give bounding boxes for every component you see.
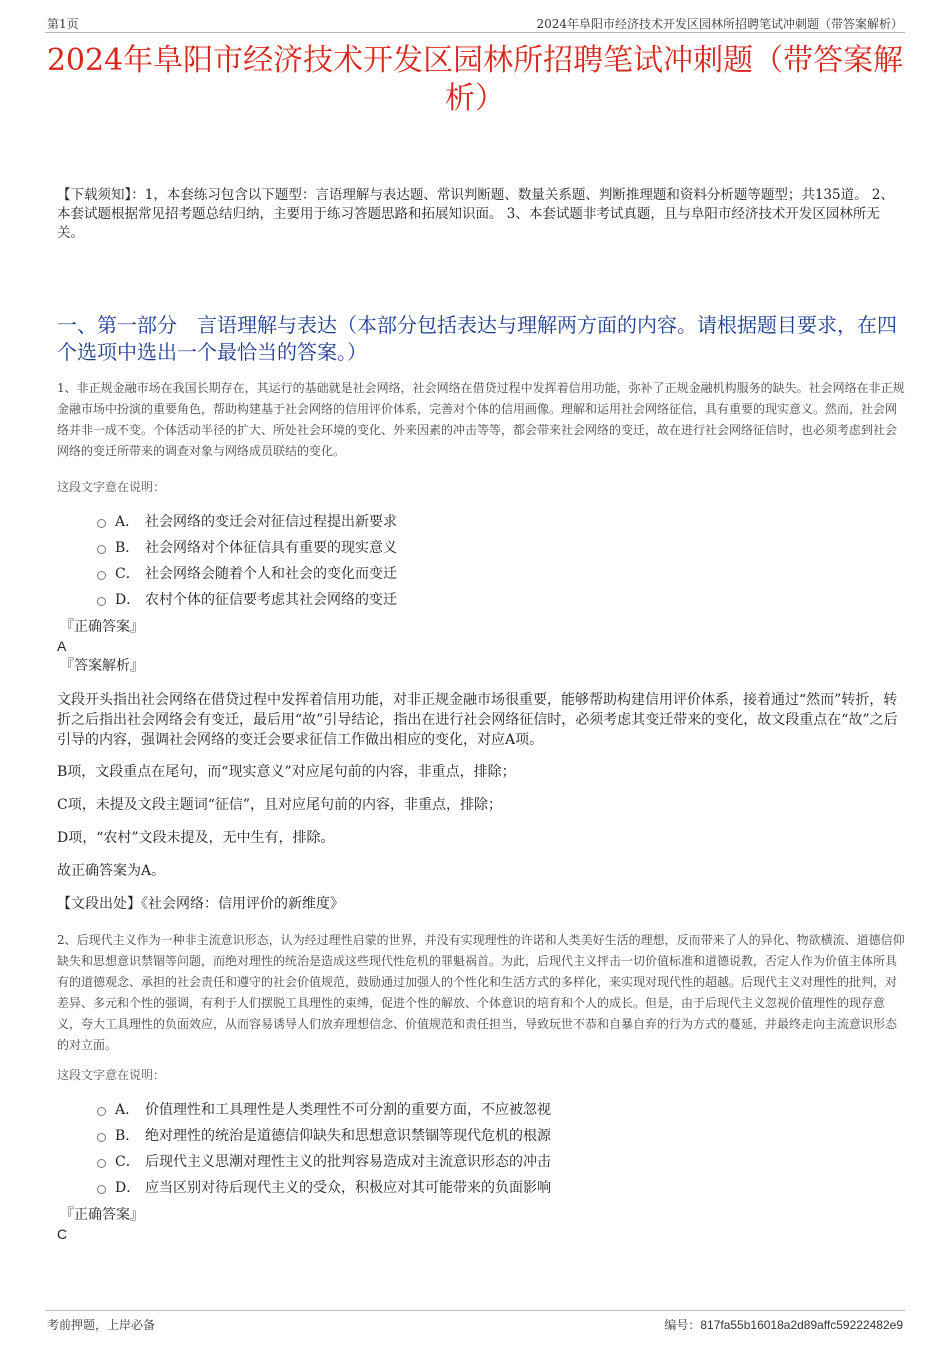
- page-footer: [45, 1310, 905, 1335]
- radio-button[interactable]: [97, 1159, 106, 1168]
- option-a[interactable]: [95, 1097, 695, 1123]
- question-1-options: [95, 509, 695, 613]
- question-2-prompt: 这段文字意在说明：: [57, 1068, 166, 1082]
- question-2-options: [95, 1097, 695, 1201]
- page-header: [45, 12, 905, 33]
- question-1-prompt: 这段文字意在说明：: [57, 480, 166, 494]
- page-number: 第1页: [47, 17, 79, 31]
- code-value: 817fa55b16018a2d89affc59222482e9: [700, 1318, 903, 1332]
- radio-button[interactable]: [97, 571, 106, 580]
- option-letter: B．: [115, 1128, 140, 1144]
- radio-button[interactable]: [97, 1107, 106, 1116]
- option-letter: C．: [115, 1154, 140, 1170]
- correct-answer-label: 『正确答案』: [60, 1207, 144, 1223]
- question-2-stem: 2、后现代主义作为一种非主流意识形态，认为经过理性启蒙的世界，并没有实现理性的许诺和人类美好生活的理想，反而带来了人的异化、物欲横流、道德信仰缺失和思想意识禁锢等问题，而绝对理性的统治是造成这些现代性危机的罪魁祸首。为此，后现代主义抨击一切价值标准和道德说教，否定人作为价值主体所具有的道德观念、承担的社会责任和遵守的社会价值规范，鼓励通过加强人的个性化和生活方式的多样化，来实现对现代性的超越。后现代主义对理性的批判，对差异、多元和个性的强调，有利于人们摆脱工具理性的束缚，促进个性的解放、个体意识的培育和个人的成长。但是，由于后现代主义忽视价值理性的现存意义，夸大工具理性的负面效应，从而容易诱导人们放弃理想信念、价值规范和责任担当，导致玩世不恭和自暴自弃的行为方式的蔓延，并最终走向主流意识形态的对立面。: [57, 933, 905, 1052]
- option-text: 社会网络的变迁会对征信过程提出新要求: [145, 514, 397, 530]
- document-title: 2024年阜阳市经济技术开发区园林所招聘笔试冲刺题（带答案解析）: [46, 43, 904, 116]
- option-letter: A．: [115, 1102, 140, 1118]
- option-d[interactable]: [95, 1175, 695, 1201]
- option-b[interactable]: [95, 535, 695, 561]
- document-code: [664, 1316, 903, 1333]
- analysis-label: 『答案解析』: [60, 658, 144, 674]
- correct-answer-label: 『正确答案』: [60, 619, 144, 635]
- option-letter: D．: [115, 592, 141, 608]
- option-text: 绝对理性的统治是道德信仰缺失和思想意识禁锢等现代危机的根源: [145, 1128, 551, 1144]
- correct-answer-value: C: [57, 1226, 68, 1242]
- radio-button[interactable]: [97, 1185, 106, 1194]
- source-citation: 【文段出处】《社会网络：信用评价的新维度》: [57, 896, 344, 912]
- section-heading: 一、第一部分 言语理解与表达（本部分包括表达与理解两方面的内容。请根据题目要求，在四个选项中选出一个最恰当的答案。）: [57, 313, 897, 364]
- analysis-paragraph: C项，未提及文段主题词“征信”，且对应尾句前的内容，非重点，排除；: [57, 797, 503, 813]
- option-d[interactable]: [95, 587, 695, 613]
- radio-button[interactable]: [97, 1133, 106, 1142]
- footer-slogan: 考前押题，上岸必备: [47, 1318, 156, 1332]
- analysis-conclusion: 故正确答案为A。: [57, 863, 166, 879]
- option-b[interactable]: [95, 1123, 695, 1149]
- question-1-stem: 1、非正规金融市场在我国长期存在，其运行的基础就是社会网络，社会网络在借贷过程中发挥着信用功能，弥补了正规金融机构服务的缺失。社会网络在非正规金融市场中扮演的重要角色，帮助构建基于社会网络的信用评价体系，完善对个体的信用画像。理解和运用社会网络征信，具有重要的现实意义。然而，社会网络并非一成不变。个体活动半径的扩大、所处社会环境的变化、外来因素的冲击等等，都会带来社会网络的变迁，故在进行社会网络征信时，也必须考虑到社会网络的变迁所带来的调查对象与网络成员联结的变化。: [57, 381, 905, 458]
- option-a[interactable]: [95, 509, 695, 535]
- option-letter: B．: [115, 540, 140, 556]
- option-text: 应当区别对待后现代主义的受众，积极应对其可能带来的负面影响: [145, 1180, 551, 1196]
- option-text: 农村个体的征信要考虑其社会网络的变迁: [145, 592, 397, 608]
- option-text: 价值理性和工具理性是人类理性不可分割的重要方面，不应被忽视: [145, 1102, 551, 1118]
- option-letter: D．: [115, 1180, 141, 1196]
- radio-button[interactable]: [97, 545, 106, 554]
- option-text: 社会网络对个体征信具有重要的现实意义: [145, 540, 397, 556]
- option-c[interactable]: [95, 561, 695, 587]
- correct-answer-value: A: [57, 638, 67, 654]
- option-text: 后现代主义思潮对理性主义的批判容易造成对主流意识形态的冲击: [145, 1154, 551, 1170]
- code-label: 编号：: [664, 1318, 701, 1332]
- analysis-paragraph: 文段开头指出社会网络在借贷过程中发挥着信用功能，对非正规金融市场很重要，能够帮助构建信用评价体系，接着通过“然而”转折，转折之后指出社会网络会有变迁，最后用“故”引导结论，指出在进行社会网络征信时，必须考虑其变迁带来的变化，故文段重点在“故”之后引导的内容，强调社会网络的变迁会要求征信工作做出相应的变化，对应A项。: [57, 692, 898, 748]
- option-letter: C．: [115, 566, 140, 582]
- option-text: 社会网络会随着个人和社会的变化而变迁: [145, 566, 397, 582]
- option-c[interactable]: [95, 1149, 695, 1175]
- analysis-paragraph: D项，“农村”文段未提及，无中生有，排除。: [57, 830, 335, 846]
- radio-button[interactable]: [97, 597, 106, 606]
- analysis-paragraph: B项，文段重点在尾句，而“现实意义”对应尾句前的内容，非重点，排除；: [57, 764, 516, 780]
- download-notice: 【下载须知】：1，本套练习包含以下题型：言语理解与表达题、常识判断题、数量关系题、判断推理题和资料分析题等题型；共135道。 2、本套试题根据常见招考题总结归纳，主要用于练习答题思路和拓展知识面。 3、本套试题非考试真题，且与阜阳市经济技术开发区园林所无关。: [57, 187, 894, 241]
- radio-button[interactable]: [97, 519, 106, 528]
- header-doc-title: 2024年阜阳市经济技术开发区园林所招聘笔试冲刺题（带答案解析）: [536, 17, 903, 31]
- option-letter: A．: [115, 514, 140, 530]
